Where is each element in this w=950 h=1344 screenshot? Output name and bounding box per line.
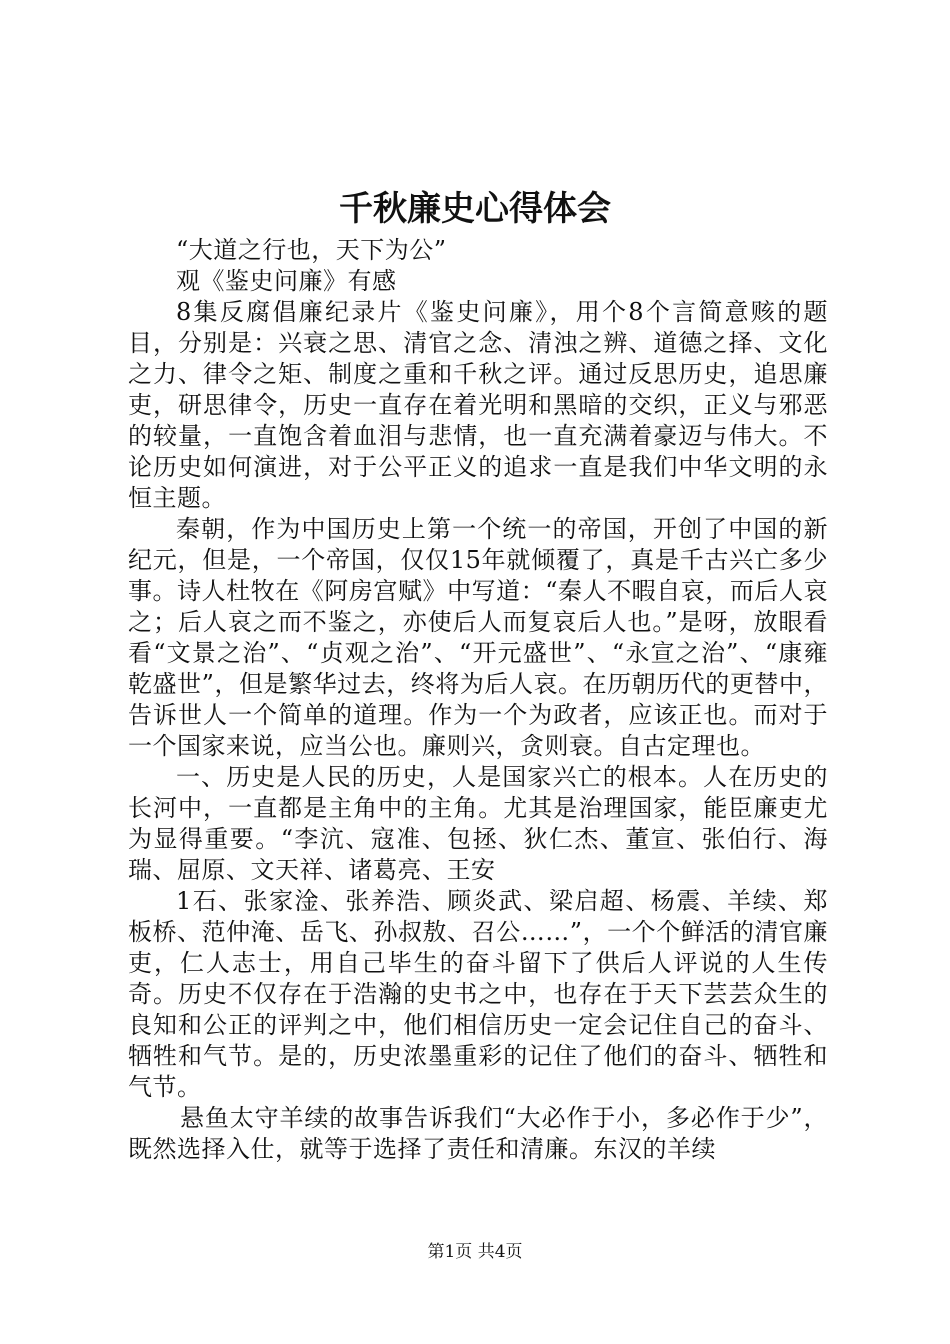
paragraph-intro: 8集反腐倡廉纪录片《鉴史问廉》，用个8个言简意赅的题目，分别是：兴衰之思、清官之念、清浊之辨、道德之择、文化之力、律令之矩、制度之重和千秋之评。通过反思历史，追思廉吏，研思律令，历史一直存在着光明和黑暗的交织，正义与邪恶的较量，一直饱含着血泪与悲情，也一直充满着豪迈与伟大。不论历史如何演进，对于公平正义的追求一直是我们中华文明的永恒主题。 [128, 298, 828, 512]
paragraph-qin-dynasty: 秦朝，作为中国历史上第一个统一的帝国，开创了中国的新纪元，但是，一个帝国，仅仅15年就倾覆了，真是千古兴亡多少事。诗人杜牧在《阿房宫赋》中写道：“秦人不暇自哀，而后人哀之；后人哀之而不鉴之，亦使后人而复哀后人也。”是呀，放眼看看“文景之治”、“贞观之治”、“开元盛世”、“永宣之治”、“康雍乾盛世”，但是繁华过去，终将为后人哀。在历朝历代的更替中，告诉世人一个简单的道理。作为一个为政者，应该正也。而对于一个国家来说，应当公也。廉则兴，贪则衰。自古定理也。 [128, 515, 828, 760]
paragraph-yang-xu: 悬鱼太守羊续的故事告诉我们“大必作于小，多必作于少”，既然选择入仕，就等于选择了责任和清廉。东汉的羊续 [128, 1104, 828, 1163]
paragraph-subtitle: 观《鉴史问廉》有感 [176, 267, 397, 295]
paragraph-officials-list: 1石、张家淦、张养浩、顾炎武、梁启超、杨震、羊续、郑板桥、范仲淹、岳飞、孙叔敖、召公……”，一个个鲜活的清官廉吏，仁人志士，用自己毕生的奋斗留下了供后人评说的人生传奇。历史不仅存在于浩瀚的史书之中，也存在于天下芸芸众生的良知和公正的评判之中，他们相信历史一定会记住自己的奋斗、牺牲和气节。是的，历史浓墨重彩的记住了他们的奋斗、牺牲和气节。 [128, 887, 828, 1101]
document-title: 千秋廉史心得体会 [339, 189, 611, 229]
page-number-footer: 第1页 共4页 [427, 1242, 523, 1262]
document-body [128, 235, 828, 1165]
paragraph-history-people: 一、历史是人民的历史，人是国家兴亡的根本。人在历史的长河中，一直都是主角中的主角。尤其是治理国家，能臣廉吏尤为显得重要。“李沆、寇准、包拯、狄仁杰、董宣、张伯行、海瑞、屈原、文天祥、诸葛亮、王安 [128, 763, 828, 884]
paragraph-quote: “大道之行也，天下为公” [176, 236, 447, 264]
